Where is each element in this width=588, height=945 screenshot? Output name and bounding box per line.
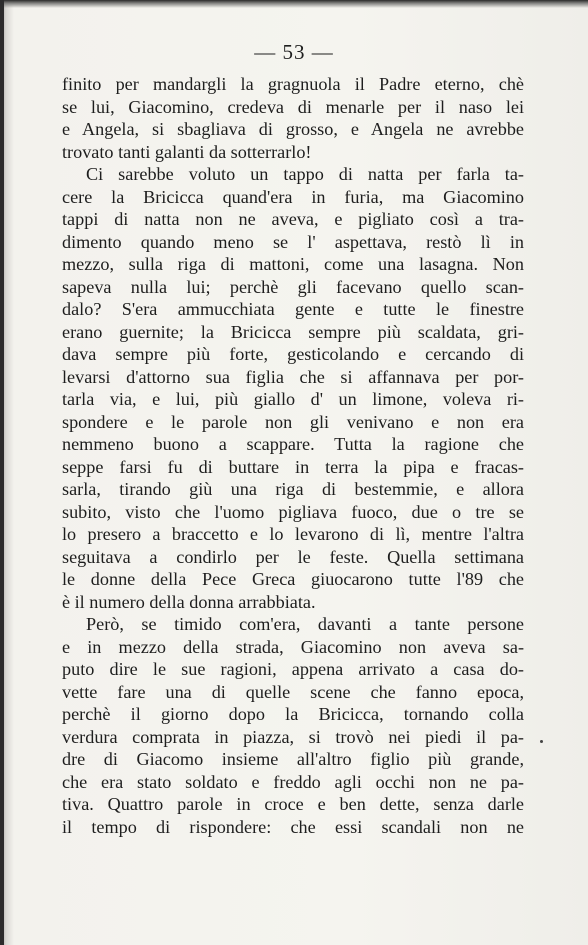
text-line: levarsi d'attorno sua figlia che si affannava per por- [62,366,524,387]
body-text [62,73,524,838]
text-line: lo presero a braccetto e lo levarono di lì, mentre l'altra [62,524,524,544]
text-line: le donne della Pece Greca giuocarono tutte l'89 che [62,569,524,589]
text-line: verdura comprata in piazza, si trovò nei piedi il pa- [62,726,524,747]
text-line: seppe farsi fu di buttare in terra la pipa e fracas- [62,456,524,477]
text-line: Ci sarebbe voluto un tappo di natta per farla ta- [86,164,524,184]
text-line: mezzo, sulla riga di mattoni, come una lasagna. Non [62,254,524,274]
text-line: tiva. Quattro parole in croce e ben dette, senza darle [62,794,524,814]
text-line: tarla via, e lui, più giallo d' un limone, voleva ri- [62,389,524,409]
text-line: finito per mandargli la gragnuola il Padre eterno, chè [62,74,524,94]
text-line: dalo? S'era ammucchiata gente e tutte le finestre [62,299,524,319]
text-line: e Angela, si sbagliava di grosso, e Angela ne avrebbe [62,119,524,139]
text-line: sapeva nulla lui; perchè gli facevano quello scan- [62,276,524,297]
text-line: spondere e le parole non gli venivano e non era [62,411,524,432]
text-line: subito, visto che l'uomo pigliava fuoco, due o tre se [62,501,524,522]
book-binding-edge [0,0,4,945]
text-line: vette fare una di quelle scene che fanno epoca, [62,681,524,702]
text-line: puto dire le sue ragioni, appena arrivato a casa do- [62,659,524,679]
text-line: se lui, Giacomino, credeva di menarle per il naso lei [62,96,524,117]
text-line: tappi di natta non ne aveva, e pigliato così a tra- [62,209,524,229]
ink-speck [540,740,543,743]
text-line: nemmeno buono a scappare. Tutta la ragione che [62,434,524,454]
text-line: è il numero della donna arrabbiata. [62,591,316,612]
text-line: il tempo di rispondere: che essi scandali non ne [62,816,524,837]
page-number: — 53 — [254,40,334,64]
text-line: trovato tanti galanti da sotterrarlo! [62,141,312,162]
text-line: e in mezzo della strada, Giacomino non aveva sa- [62,636,524,657]
text-line: erano guernite; la Bricicca sempre più scaldata, gri- [62,321,524,342]
text-line: che era stato soldato e freddo agli occhi non ne pa- [62,771,524,792]
text-line: sarla, tirando giù una riga di bestemmie, e allora [62,479,524,499]
scan-top-shadow [0,0,588,8]
text-line: dre di Giacomo insieme all'altro figlio più grande, [62,749,524,769]
text-line: dimento quando meno se l' aspettava, restò lì in [62,231,524,252]
text-line: seguitava a condirlo per le feste. Quella settimana [62,546,524,567]
text-line: perchè il giorno dopo la Bricicca, tornando colla [62,704,524,724]
text-line: cere la Bricicca quand'era in furia, ma Giacomino [62,186,524,207]
text-line: dava sempre più forte, gesticolando e cercando di [62,344,524,364]
text-line: Però, se timido com'era, davanti a tante persone [86,614,524,634]
